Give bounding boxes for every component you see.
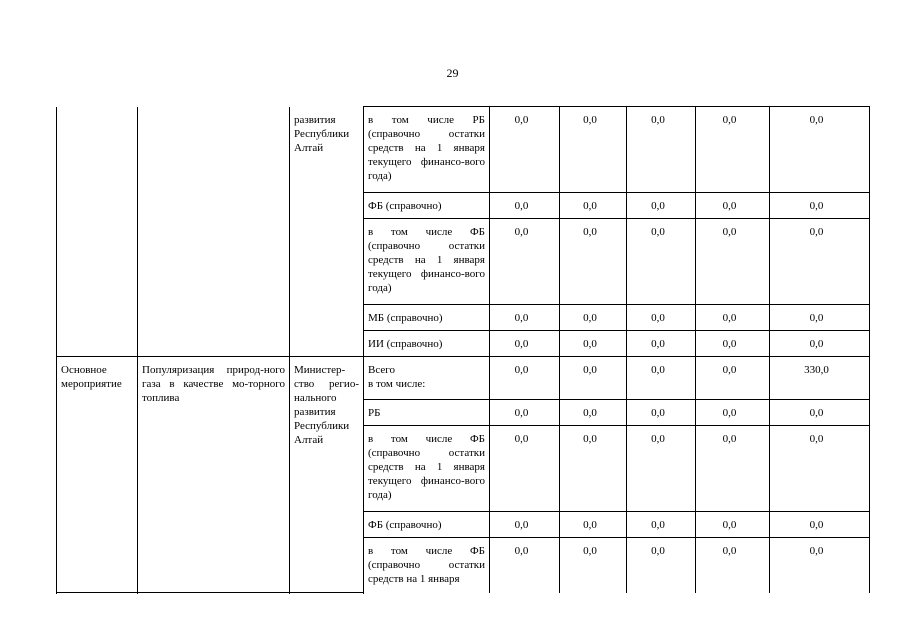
value-cell: 0,0: [770, 426, 870, 512]
value-cell: 0,0: [560, 331, 627, 357]
value-cell: 0,0: [560, 538, 627, 593]
responsible-cell: Министер-ство регио-нального развития Республики Алтай: [290, 357, 364, 593]
value-cell: 0,0: [696, 512, 770, 538]
funding-source-cell: в том числе ФБ (справочно остатки средств на 1 января текущего финансо-вого года): [364, 426, 490, 512]
responsible-cell: развития Республики Алтай: [290, 107, 364, 357]
value-cell: 0,0: [627, 538, 696, 593]
value-cell: 0,0: [770, 305, 870, 331]
value-cell: 0,0: [490, 107, 560, 193]
funding-source-cell: ФБ (справочно): [364, 193, 490, 219]
value-cell: 0,0: [560, 400, 627, 426]
value-cell: 0,0: [770, 538, 870, 593]
value-cell: 0,0: [770, 512, 870, 538]
value-cell: 0,0: [627, 357, 696, 400]
value-cell: 0,0: [770, 331, 870, 357]
value-cell: 0,0: [560, 512, 627, 538]
value-cell: 0,0: [696, 107, 770, 193]
value-cell: 0,0: [490, 538, 560, 593]
value-cell: 0,0: [560, 426, 627, 512]
value-cell: 0,0: [560, 193, 627, 219]
value-cell: 0,0: [627, 426, 696, 512]
table-row: [57, 107, 870, 193]
value-cell: 0,0: [696, 219, 770, 305]
value-cell: 0,0: [627, 512, 696, 538]
funding-source-cell: ФБ (справочно): [364, 512, 490, 538]
table-row: [57, 357, 870, 400]
value-cell: 0,0: [627, 305, 696, 331]
value-cell: 0,0: [490, 512, 560, 538]
value-cell: 0,0: [560, 219, 627, 305]
value-cell: 0,0: [627, 107, 696, 193]
value-cell: 0,0: [696, 305, 770, 331]
page-number: 29: [446, 66, 459, 80]
funding-source-cell: в том числе ФБ (справочно остатки средств на 1 января: [364, 538, 490, 593]
budget-table: [56, 106, 870, 593]
value-cell: 330,0: [770, 357, 870, 400]
funding-source-cell: МБ (справочно): [364, 305, 490, 331]
value-cell: 0,0: [627, 193, 696, 219]
value-cell: 0,0: [490, 357, 560, 400]
value-cell: 0,0: [770, 400, 870, 426]
event-type-cell: Основное мероприятие: [57, 357, 138, 593]
value-cell: 0,0: [627, 331, 696, 357]
value-cell: 0,0: [490, 305, 560, 331]
value-cell: 0,0: [627, 219, 696, 305]
value-cell: 0,0: [696, 331, 770, 357]
value-cell: 0,0: [627, 400, 696, 426]
funding-source-cell: РБ: [364, 400, 490, 426]
value-cell: 0,0: [770, 107, 870, 193]
value-cell: 0,0: [490, 219, 560, 305]
value-cell: 0,0: [696, 193, 770, 219]
value-cell: 0,0: [560, 107, 627, 193]
value-cell: 0,0: [490, 426, 560, 512]
funding-source-cell: ИИ (справочно): [364, 331, 490, 357]
event-name-cell: [138, 107, 290, 357]
value-cell: 0,0: [696, 357, 770, 400]
event-name-cell: Популяризация природ-ного газа в качестве мо-торного топлива: [138, 357, 290, 593]
value-cell: 0,0: [490, 400, 560, 426]
funding-source-cell: Всего в том числе:: [364, 357, 490, 400]
value-cell: 0,0: [696, 538, 770, 593]
event-type-cell: [57, 107, 138, 357]
value-cell: 0,0: [490, 331, 560, 357]
value-cell: 0,0: [770, 193, 870, 219]
value-cell: 0,0: [560, 357, 627, 400]
value-cell: 0,0: [770, 219, 870, 305]
funding-source-cell: в том числе ФБ (справочно остатки средств на 1 января текущего финансо-вого года): [364, 219, 490, 305]
value-cell: 0,0: [490, 193, 560, 219]
value-cell: 0,0: [696, 426, 770, 512]
funding-source-cell: в том числе РБ (справочно остатки средств на 1 января текущего финансо-вого года): [364, 107, 490, 193]
value-cell: 0,0: [696, 400, 770, 426]
value-cell: 0,0: [560, 305, 627, 331]
